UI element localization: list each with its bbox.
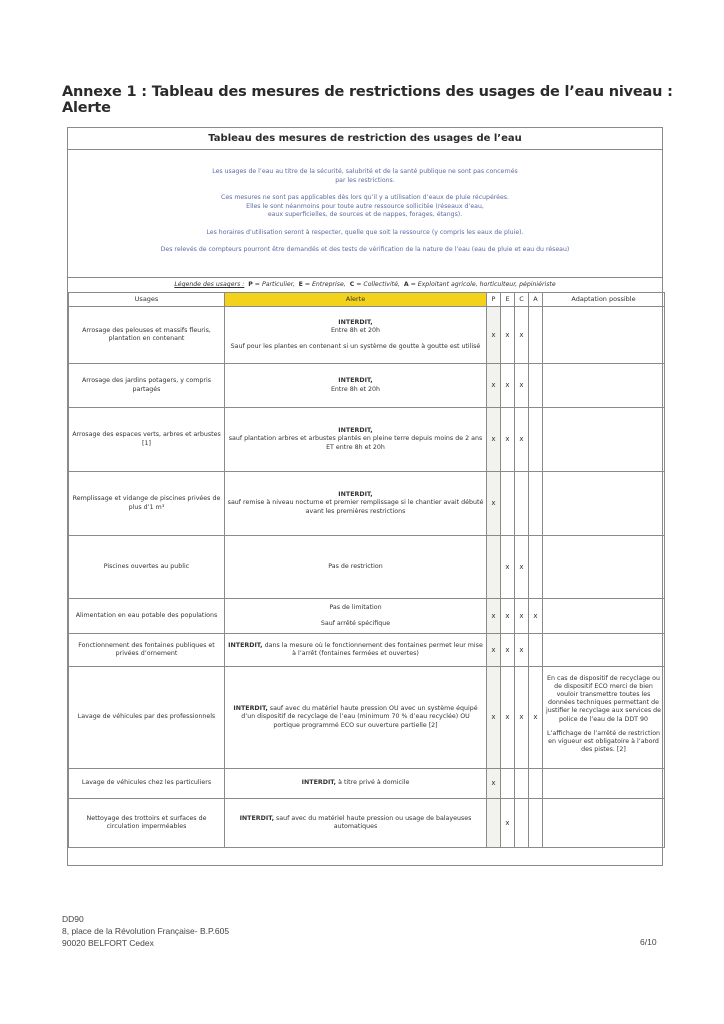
flag-c [515,472,529,536]
adaptation-note: En cas de dispositif de recyclage ou de dispositif ECO merci de bien vouloir transmettre toutes les données techniques permettant de justifier le recyclage aux services de police de l’eau de la DDT 90 [545,674,662,723]
footer-address [62,913,229,949]
intro-paragraph-1: Les usages de l’eau au titre de la sécurité, salubrité et de la santé publique ne sont pas concernés par les restrictions. [212,168,518,184]
adaptation-cell [543,307,665,364]
column-header-adaptation: Adaptation possible [543,293,665,307]
legend-a-key: A [403,281,409,288]
alerte-text: Entre 8h et 20h [330,385,381,393]
flag-c [515,799,529,848]
flag-c: x [515,408,529,472]
alerte-status: INTERDIT, [338,427,373,435]
flag-a [529,307,543,364]
table-row [69,769,665,799]
table-row [69,408,665,472]
flag-p: x [487,634,501,667]
footer-line-3: 90020 BELFORT Cedex [62,938,154,948]
adaptation-cell [543,408,665,472]
table-row [69,536,665,599]
flag-p [487,799,501,848]
adaptation-cell [543,364,665,408]
flag-p: x [487,472,501,536]
usage-cell: Remplissage et vidange de piscines privées de plus d’1 m³ [69,472,225,536]
flag-e: x [501,667,515,769]
column-header-c: C [515,293,529,307]
flag-a [529,536,543,599]
flag-e [501,769,515,799]
alerte-text: à titre privé à domicile [338,779,410,787]
alerte-status: INTERDIT, [228,641,263,649]
legend-p-text: = Particulier, [252,281,295,288]
adaptation-cell [543,472,665,536]
flag-a [529,408,543,472]
alerte-cell [225,307,487,364]
flag-p: x [487,667,501,769]
alerte-cell [225,472,487,536]
flag-e: x [501,307,515,364]
flag-c: x [515,599,529,634]
alerte-status: INTERDIT, [233,705,268,713]
alerte-status: INTERDIT, [301,779,337,787]
legend-c-key: C [349,281,355,288]
intro-notes [68,150,662,278]
flag-a: x [529,599,543,634]
flag-c: x [515,667,529,769]
alerte-text: sauf plantation arbres et arbustes plantés en pleine terre depuis moins de 2 ans ET entre 8h et 20h [228,435,483,451]
usage-cell: Piscines ouvertes au public [69,536,225,599]
flag-e: x [501,408,515,472]
flag-p: x [487,599,501,634]
column-header-p: P [487,293,501,307]
usage-cell: Fonctionnement des fontaines publiques et privées d’ornement [69,634,225,667]
adaptation-cell [543,667,665,769]
table-row [69,364,665,408]
legend-e-key: E [298,281,303,288]
alerte-cell [225,667,487,769]
flag-p: x [487,408,501,472]
adaptation-cell [543,634,665,667]
usage-cell: Arrosage des espaces verts, arbres et arbustes [1] [69,408,225,472]
alerte-cell [225,536,487,599]
table-row [69,799,665,848]
usage-cell: Lavage de véhicules par des professionnels [69,667,225,769]
flag-a [529,769,543,799]
flag-a [529,364,543,408]
adaptation-cell [543,769,665,799]
flag-p [487,536,501,599]
alerte-cell [225,769,487,799]
usage-cell: Lavage de véhicules chez les particuliers [69,769,225,799]
column-header-alerte: Alerte [225,293,487,307]
legend-p-key: P [248,281,253,288]
flag-p: x [487,364,501,408]
column-header-e: E [501,293,515,307]
alerte-status: INTERDIT, [338,377,373,385]
flag-c: x [515,364,529,408]
alerte-text: Entre 8h et 20h [330,326,381,334]
alerte-cell [225,364,487,408]
flag-a [529,799,543,848]
restrictions-table [68,292,665,848]
flag-e: x [501,634,515,667]
alerte-cell [225,634,487,667]
flag-e: x [501,799,515,848]
adaptation-cell [543,536,665,599]
table-row [69,307,665,364]
intro-paragraph-4: Des relevés de compteurs pourront être demandés et des tests de vérification de la nature de l’eau (eau de pluie et eau du réseau) [160,246,570,253]
table-body [69,307,665,848]
flag-e: x [501,364,515,408]
table-row [69,472,665,536]
intro-paragraph-3: Les horaires d’utilisation seront à respecter, quelle que soit la ressource (y compris les eaux de pluie). [206,228,524,236]
alerte-text: Pas de restriction [328,562,383,570]
usage-cell: Arrosage des jardins potagers, y compris partagés [69,364,225,408]
flag-p: x [487,769,501,799]
adaptation-cell [543,799,665,848]
user-legend [68,278,662,292]
flag-e [501,472,515,536]
flag-a [529,472,543,536]
usage-cell: Arrosage des pelouses et massifs fleuris, plantation en contenant [69,307,225,364]
footer-line-1: DD90 [62,914,84,924]
page-number: 6/10 [640,937,657,947]
alerte-cell [225,408,487,472]
intro-paragraph-2: Ces mesures ne sont pas applicables dès lors qu’il y a utilisation d’eaux de pluie récupérées. Elles le sont néanmoins pour toute autre ressource sollicitée (réseaux d’eau, eaux superficielles, de sources et de nappes, forages, étangs). [221,194,509,218]
usage-cell: Alimentation en eau potable des populations [69,599,225,634]
table-row [69,599,665,634]
table-row [69,634,665,667]
adaptation-cell [543,599,665,634]
flag-c [515,769,529,799]
page-title: Annexe 1 : Tableau des mesures de restrictions des usages de l’eau niveau : Alerte [62,84,673,116]
alerte-text: Sauf arrêté spécifique [320,620,391,628]
flag-c: x [515,536,529,599]
flag-e: x [501,536,515,599]
alerte-text: Pas de limitation [329,603,382,611]
table-header-row [69,293,665,307]
flag-a: x [529,667,543,769]
alerte-text: dans la mesure où le fonctionnement des fontaines permet leur mise à l’arrêt (fontaines fermées et ouvertes) [264,641,483,657]
table-title: Tableau des mesures de restriction des usages de l’eau [68,128,662,150]
legend-e-text: = Entreprise, [302,281,346,288]
flag-e: x [501,599,515,634]
alerte-status: INTERDIT, [338,318,373,326]
alerte-cell [225,799,487,848]
alerte-status: INTERDIT, [338,491,373,499]
flag-c: x [515,634,529,667]
alerte-text: sauf avec du matériel haute pression OU avec un système équipé d’un dispositif de recyclage de l’eau (minimum 70 % d’eau recyclée) OU portique programmé ECO sur ouverture partielle [2] [241,705,478,729]
restrictions-table-frame [67,127,663,866]
alerte-text: sauf avec du matériel haute pression ou usage de balayeuses automatiques [276,814,472,830]
table-row [69,667,665,769]
legend-title: Légende des usagers : [174,281,245,288]
alerte-status: INTERDIT, [239,814,274,822]
flag-c: x [515,307,529,364]
column-header-usages: Usages [69,293,225,307]
usage-cell: Nettoyage des trottoirs et surfaces de circulation imperméables [69,799,225,848]
legend-c-text: = Collectivité, [354,281,400,288]
alerte-cell [225,599,487,634]
column-header-a: A [529,293,543,307]
flag-p: x [487,307,501,364]
alerte-text: Sauf pour les plantes en contenant si un système de goutte à goutte est utilisé [230,343,481,351]
legend-a-text: = Exploitant agricole, horticulteur, pépiniériste [408,281,556,288]
alerte-text: sauf remise à niveau nocturne et premier remplissage si le chantier avait débuté avant les premières restrictions [227,499,484,515]
footer-line-2: 8, place de la Révolution Française- B.P.605 [62,926,230,936]
adaptation-note: L’affichage de l’arrêté de restriction en vigueur est obligatoire à l’abord des pistes. [2] [546,729,661,754]
flag-a [529,634,543,667]
